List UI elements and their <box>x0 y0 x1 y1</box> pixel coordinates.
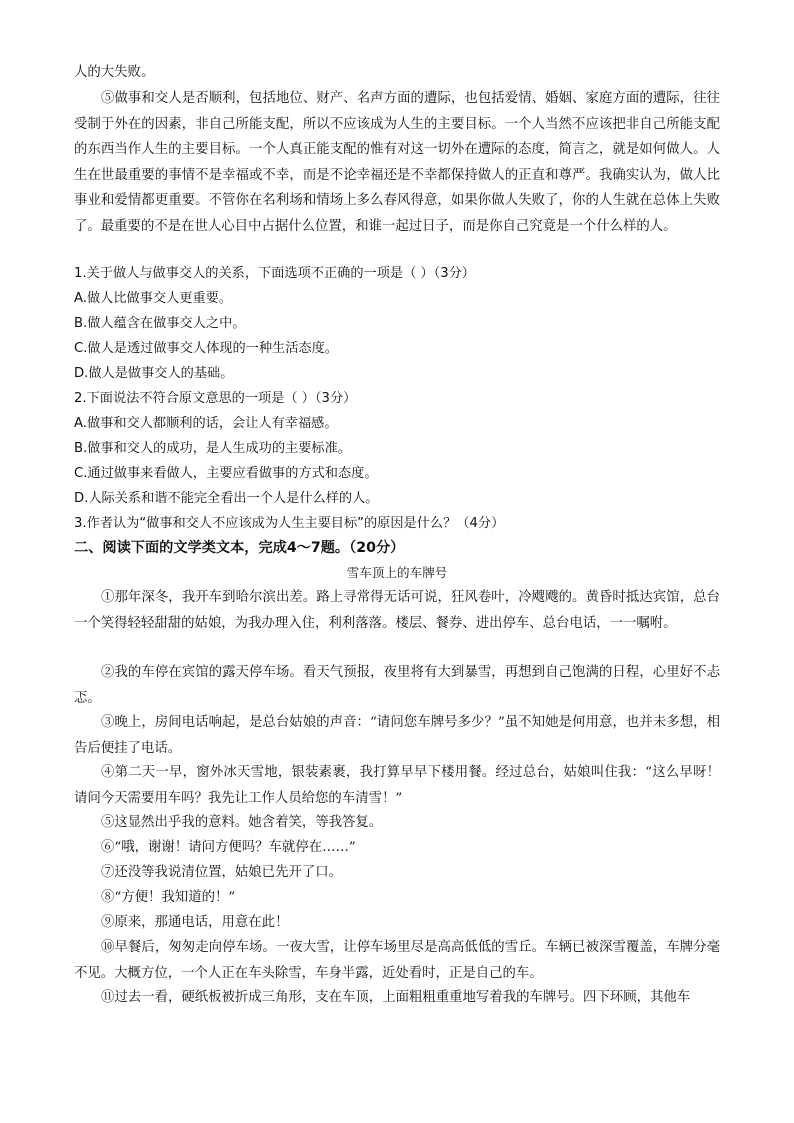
story-title: 雪车顶上的车牌号 <box>346 565 448 580</box>
story-paragraph-8: ⑧“方便！我知道的！” <box>101 890 236 905</box>
question-1-option-a: A.做人比做事交人更重要。 <box>74 291 233 306</box>
question-1-stem: 1.关于做人与做事交人的关系，下面选项不正确的一项是（ ）（3分） <box>74 266 475 281</box>
question-1-option-d: D.做人是做事交人的基础。 <box>74 366 234 381</box>
question-2-option-a: A.做事和交人都顺利的话，会让人有幸福感。 <box>74 416 338 431</box>
section-heading: 二、阅读下面的文学类文本，完成4～7题。（20分） <box>74 540 405 556</box>
question-2-option-d: D.人际关系和谐不能完全看出一个人是什么样的人。 <box>74 491 379 506</box>
story-paragraph-9: ⑨原来，那通电话，用意在此！ <box>101 915 289 930</box>
passage-tail: 人的大失败。 <box>74 65 155 80</box>
story-paragraph-7: ⑦还没等我说清位置，姑娘已先开了口。 <box>101 865 343 880</box>
story-paragraph-2: ②我的车停在宾馆的露天停车场。看天气预报，夜里将有大到暴雪，再想到自己饱满的日程，心里好不忐忑。 <box>74 665 720 706</box>
story-paragraph-4: ④第二天一早，窗外冰天雪地，银装素裹，我打算早早下楼用餐。经过总台，姑娘叫住我：“这么早呀！请问今天需要用车吗？我先让工作人员给您的车清雪！” <box>74 765 720 806</box>
question-2-stem: 2.下面说法不符合原文意思的一项是（ ）（3分） <box>74 391 357 406</box>
story-paragraph-10: ⑩早餐后，匆匆走向停车场。一夜大雪，让停车场里尽是高高低低的雪丘。车辆已被深雪覆盖，车牌分毫不见。大概方位，一个人正在车头除雪，车身半露，近处看时，正是自己的车。 <box>74 940 720 981</box>
story-paragraph-11: ⑪过去一看，硬纸板被折成三角形，支在车顶，上面粗粗重重地写着我的车牌号。四下环顾，其他车 <box>101 990 691 1005</box>
question-2-option-c: C.通过做事来看做人，主要应看做事的方式和态度。 <box>74 466 378 481</box>
story-paragraph-5: ⑤这显然出乎我的意料。她含着笑，等我答复。 <box>101 815 383 830</box>
story-paragraph-6: ⑥“哦，谢谢！请问方便吗？车就停在……” <box>101 840 356 855</box>
question-1-option-c: C.做人是透过做事交人体现的一种生活态度。 <box>74 341 338 356</box>
paragraph-5: ⑤做事和交人是否顺利，包括地位、财产、名声方面的遭际，也包括爱情、婚姻、家庭方面的遭际，往往受制于外在的因素，非自己所能支配，所以不应该成为人生的主要目标。一个人当然不应该把非自己所能支配的东西当作人生的主要目标。一个人真正能支配的惟有对这一切外在遭际的态度，简言之，就是如何做人。人生在世最重要的事情不是幸福或不幸，而是不论幸福还是不幸都保持做人的正直和尊严。我确实认为，做人比事业和爱情都更重要。不管你在名利场和情场上多么春风得意，如果你做人失败了，你的人生就在总体上失败了。最重要的不是在世人心目中占据什么位置，和谁一起过日子，而是你自己究竟是一个什么样的人。 <box>74 91 720 234</box>
question-2-option-b: B.做事和交人的成功，是人生成功的主要标准。 <box>74 441 351 456</box>
question-3-stem: 3.作者认为“做事和交人不应该成为人生主要目标”的原因是什么？（4分） <box>74 516 505 531</box>
question-1-option-b: B.做人蕴含在做事交人之中。 <box>74 316 246 331</box>
story-paragraph-3: ③晚上，房间电话响起，是总台姑娘的声音：“请问您车牌号多少？”虽不知她是何用意，也并未多想，相告后便挂了电话。 <box>74 715 720 756</box>
story-paragraph-1: ①那年深冬，我开车到哈尔滨出差。路上寻常得无话可说，狂风卷叶，冷飕飕的。黄昏时抵达宾馆，总台一个笑得轻轻甜甜的姑娘，为我办理入住，利利落落。楼层、餐券、进出停车、总台电话，一一嘱咐。 <box>74 590 720 631</box>
